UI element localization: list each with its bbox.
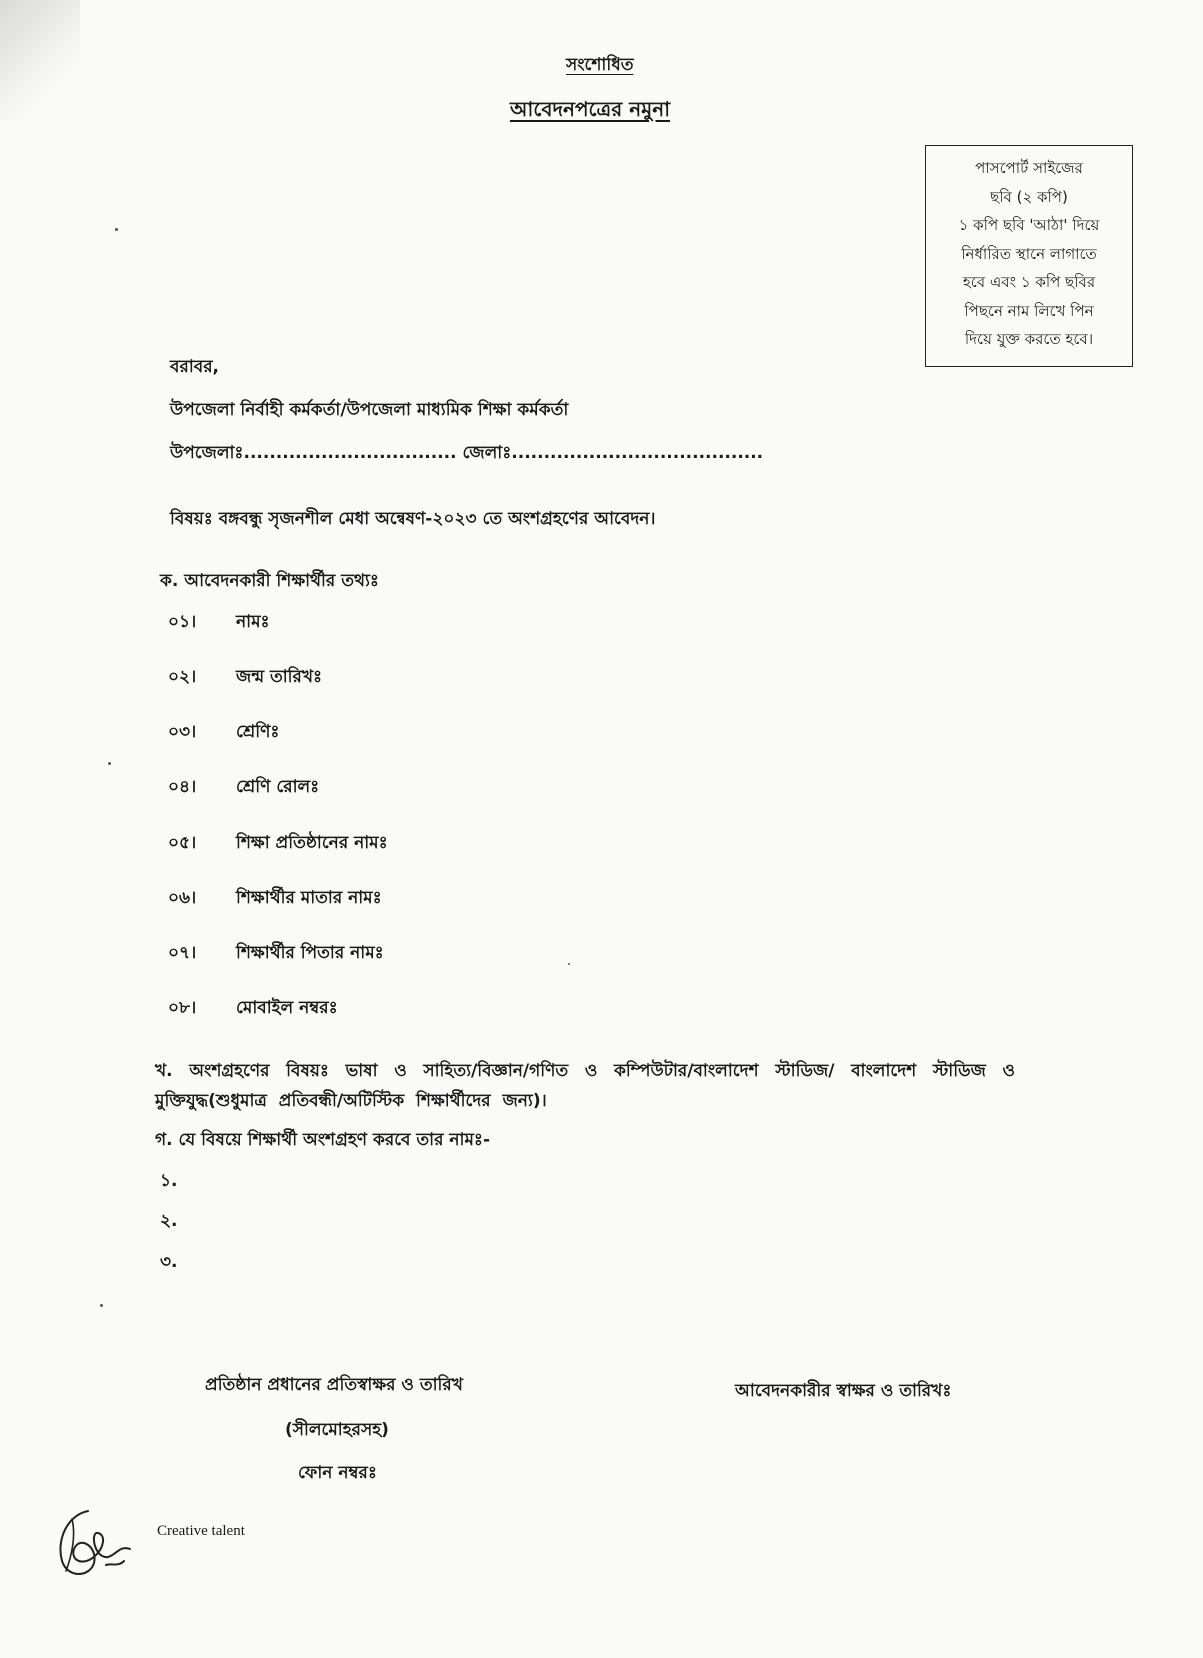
- section-kha-text: খ. অংশগ্রহণের বিষয়ঃ ভাষা ও সাহিত্য/বিজ্ঞান/গণিত ও কম্পিউটার/বাংলাদেশ স্টাডিজ/ বাংলাদেশ স্টাডিজ ও মুক্তিযুদ্ধ(শুধুমাত্র প্রতিবন্ধী/অটিস্টিক শিক্ষার্থীদের জন্য)।: [155, 1061, 1015, 1111]
- field-father-name: শিক্ষার্থীর পিতার নামঃ: [236, 943, 384, 963]
- item-number: ০৭।: [168, 943, 197, 963]
- field-class-roll: শ্রেণি রোলঃ: [236, 777, 320, 797]
- field-mother-name: শিক্ষার্থীর মাতার নামঃ: [236, 888, 382, 908]
- field-mobile-number: মোবাইল নম্বরঃ: [236, 998, 338, 1018]
- photo-box-line: হবে এবং ১ কপি ছবির: [962, 273, 1096, 291]
- salutation: বরাবর,: [170, 357, 220, 377]
- item-number: ০১।: [168, 612, 197, 632]
- photo-instruction-box: [925, 145, 1133, 367]
- field-birth-date: জন্ম তারিখঃ: [236, 667, 323, 687]
- item-number: ০২।: [168, 667, 197, 687]
- photo-box-line: ১ কপি ছবি 'আঠা' দিয়ে: [958, 216, 1100, 234]
- photo-box-line: ছবি (২ কপি): [990, 187, 1068, 206]
- section-ka-heading: ক. আবেদনকারী শিক্ষার্থীর তথ্যঃ: [160, 571, 379, 591]
- scan-speck: [115, 228, 118, 231]
- photo-box-line: নির্ধারিত স্থানে লাগাতে: [961, 244, 1097, 263]
- item-number: ০৪।: [168, 777, 197, 797]
- field-name: নামঃ: [236, 612, 270, 632]
- subject-choice-1: ১.: [160, 1171, 178, 1191]
- photo-box-line: পিছনে নাম লিখে পিন: [964, 301, 1094, 320]
- scan-speck: [568, 963, 570, 965]
- section-ga-heading: গ. যে বিষয়ে শিক্ষার্থী অংশগ্রহণ করবে তার নামঃ-: [155, 1130, 491, 1150]
- handwritten-signature: [50, 1505, 140, 1585]
- document-title: আবেদনপত্রের নমুনা: [510, 97, 670, 121]
- subject-choice-2: ২.: [160, 1211, 178, 1231]
- item-number: ০৫।: [168, 833, 197, 853]
- head-signature-label: প্রতিষ্ঠান প্রধানের প্রতিস্বাক্ষর ও তারিখ: [205, 1375, 463, 1395]
- footer-note: Creative talent: [157, 1523, 245, 1539]
- applicant-signature-label: আবেদনকারীর স্বাক্ষর ও তারিখঃ: [735, 1381, 952, 1401]
- head-phone-label: ফোন নম্বরঃ: [298, 1463, 377, 1483]
- field-class: শ্রেণিঃ: [236, 722, 280, 742]
- item-number: ০৮।: [168, 998, 197, 1018]
- revised-label: সংশোধিত: [566, 55, 634, 75]
- scan-shadow: [0, 0, 80, 120]
- item-number: ০৩।: [168, 722, 197, 742]
- photo-box-line: পাসপোর্ট সাইজের: [975, 159, 1083, 177]
- scan-speck: [108, 762, 111, 765]
- item-number: ০৬।: [168, 888, 197, 908]
- seal-note: (সীলমোহরসহ): [285, 1420, 389, 1440]
- subject-line: বিষয়ঃ বঙ্গবন্ধু সৃজনশীল মেধা অন্বেষণ-২০২৩ তে অংশগ্রহণের আবেদন।: [170, 509, 656, 529]
- scan-speck: [100, 1304, 103, 1307]
- field-institution-name: শিক্ষা প্রতিষ্ঠানের নামঃ: [236, 833, 388, 853]
- subject-choice-3: ৩.: [160, 1252, 178, 1272]
- photo-box-line: দিয়ে যুক্ত করতে হবে।: [964, 330, 1094, 348]
- upazila-district-line: উপজেলাঃ................................. জেলাঃ.......................................: [170, 443, 764, 463]
- recipient-line: উপজেলা নির্বাহী কর্মকর্তা/উপজেলা মাধ্যমিক শিক্ষা কর্মকর্তা: [170, 400, 569, 420]
